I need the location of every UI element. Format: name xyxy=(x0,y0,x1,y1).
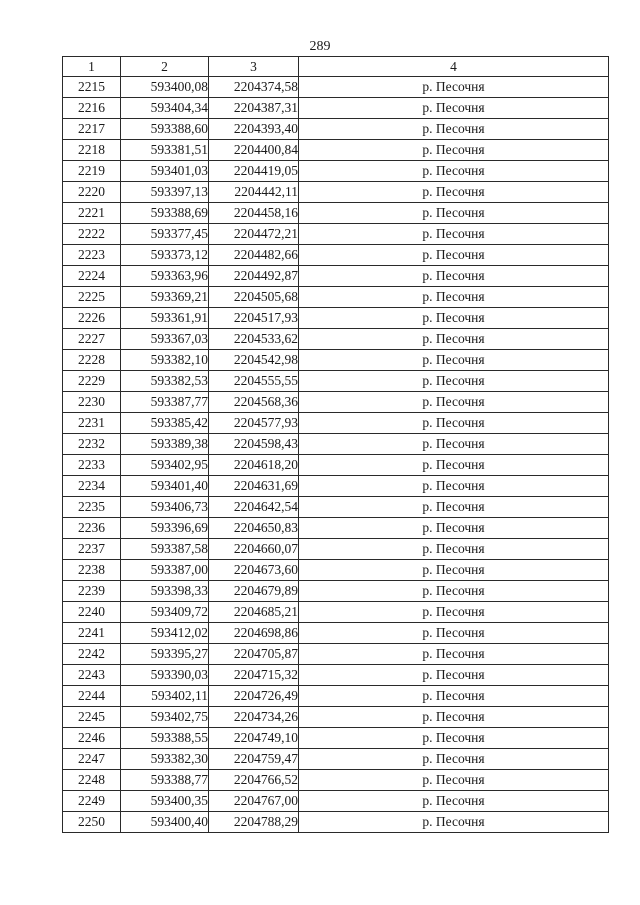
y-coordinate-cell: 2204766,52 xyxy=(209,770,299,791)
x-coordinate-cell: 593385,42 xyxy=(121,413,209,434)
y-coordinate-cell: 2204393,40 xyxy=(209,119,299,140)
object-name-cell: р. Песочня xyxy=(299,119,609,140)
point-number-cell: 2235 xyxy=(63,497,121,518)
table-body xyxy=(63,77,609,833)
x-coordinate-cell: 593382,30 xyxy=(121,749,209,770)
y-coordinate-cell: 2204705,87 xyxy=(209,644,299,665)
object-name-cell: р. Песочня xyxy=(299,98,609,119)
point-number-cell: 2215 xyxy=(63,77,121,98)
y-coordinate-cell: 2204685,21 xyxy=(209,602,299,623)
point-number-cell: 2230 xyxy=(63,392,121,413)
x-coordinate-cell: 593367,03 xyxy=(121,329,209,350)
y-coordinate-cell: 2204767,00 xyxy=(209,791,299,812)
point-number-cell: 2250 xyxy=(63,812,121,833)
point-number-cell: 2239 xyxy=(63,581,121,602)
object-name-cell: р. Песочня xyxy=(299,770,609,791)
table-row xyxy=(63,455,609,476)
y-coordinate-cell: 2204568,36 xyxy=(209,392,299,413)
point-number-cell: 2227 xyxy=(63,329,121,350)
table-header-row xyxy=(63,57,609,77)
header-col-4: 4 xyxy=(299,57,609,77)
table-row xyxy=(63,497,609,518)
point-number-cell: 2248 xyxy=(63,770,121,791)
table-row xyxy=(63,182,609,203)
point-number-cell: 2229 xyxy=(63,371,121,392)
x-coordinate-cell: 593401,40 xyxy=(121,476,209,497)
x-coordinate-cell: 593387,58 xyxy=(121,539,209,560)
x-coordinate-cell: 593400,35 xyxy=(121,791,209,812)
point-number-cell: 2243 xyxy=(63,665,121,686)
object-name-cell: р. Песочня xyxy=(299,623,609,644)
point-number-cell: 2226 xyxy=(63,308,121,329)
table-row xyxy=(63,644,609,665)
table-row xyxy=(63,749,609,770)
object-name-cell: р. Песочня xyxy=(299,644,609,665)
table-row xyxy=(63,560,609,581)
object-name-cell: р. Песочня xyxy=(299,791,609,812)
object-name-cell: р. Песочня xyxy=(299,392,609,413)
point-number-cell: 2217 xyxy=(63,119,121,140)
object-name-cell: р. Песочня xyxy=(299,476,609,497)
x-coordinate-cell: 593390,03 xyxy=(121,665,209,686)
x-coordinate-cell: 593388,77 xyxy=(121,770,209,791)
page-number: 289 xyxy=(309,39,331,54)
object-name-cell: р. Песочня xyxy=(299,140,609,161)
x-coordinate-cell: 593397,13 xyxy=(121,182,209,203)
header-col-3: 3 xyxy=(209,57,299,77)
point-number-cell: 2240 xyxy=(63,602,121,623)
table-row xyxy=(63,140,609,161)
point-number-cell: 2245 xyxy=(63,707,121,728)
table-row xyxy=(63,602,609,623)
object-name-cell: р. Песочня xyxy=(299,329,609,350)
object-name-cell: р. Песочня xyxy=(299,371,609,392)
object-name-cell: р. Песочня xyxy=(299,224,609,245)
x-coordinate-cell: 593389,38 xyxy=(121,434,209,455)
y-coordinate-cell: 2204679,89 xyxy=(209,581,299,602)
y-coordinate-cell: 2204400,84 xyxy=(209,140,299,161)
table-row xyxy=(63,287,609,308)
point-number-cell: 2216 xyxy=(63,98,121,119)
y-coordinate-cell: 2204517,93 xyxy=(209,308,299,329)
y-coordinate-cell: 2204542,98 xyxy=(209,350,299,371)
point-number-cell: 2219 xyxy=(63,161,121,182)
object-name-cell: р. Песочня xyxy=(299,350,609,371)
point-number-cell: 2241 xyxy=(63,623,121,644)
object-name-cell: р. Песочня xyxy=(299,182,609,203)
point-number-cell: 2246 xyxy=(63,728,121,749)
table-row xyxy=(63,119,609,140)
y-coordinate-cell: 2204726,49 xyxy=(209,686,299,707)
table-row xyxy=(63,518,609,539)
object-name-cell: р. Песочня xyxy=(299,581,609,602)
y-coordinate-cell: 2204598,43 xyxy=(209,434,299,455)
x-coordinate-cell: 593401,03 xyxy=(121,161,209,182)
y-coordinate-cell: 2204458,16 xyxy=(209,203,299,224)
x-coordinate-cell: 593402,75 xyxy=(121,707,209,728)
table-row xyxy=(63,434,609,455)
object-name-cell: р. Песочня xyxy=(299,749,609,770)
point-number-cell: 2225 xyxy=(63,287,121,308)
table-row xyxy=(63,581,609,602)
object-name-cell: р. Песочня xyxy=(299,602,609,623)
x-coordinate-cell: 593373,12 xyxy=(121,245,209,266)
x-coordinate-cell: 593400,40 xyxy=(121,812,209,833)
y-coordinate-cell: 2204555,55 xyxy=(209,371,299,392)
point-number-cell: 2220 xyxy=(63,182,121,203)
y-coordinate-cell: 2204387,31 xyxy=(209,98,299,119)
table-row xyxy=(63,686,609,707)
object-name-cell: р. Песочня xyxy=(299,308,609,329)
object-name-cell: р. Песочня xyxy=(299,518,609,539)
y-coordinate-cell: 2204698,86 xyxy=(209,623,299,644)
y-coordinate-cell: 2204650,83 xyxy=(209,518,299,539)
x-coordinate-cell: 593409,72 xyxy=(121,602,209,623)
object-name-cell: р. Песочня xyxy=(299,434,609,455)
header-col-2: 2 xyxy=(121,57,209,77)
x-coordinate-cell: 593369,21 xyxy=(121,287,209,308)
object-name-cell: р. Песочня xyxy=(299,266,609,287)
y-coordinate-cell: 2204442,11 xyxy=(209,182,299,203)
table-row xyxy=(63,728,609,749)
x-coordinate-cell: 593398,33 xyxy=(121,581,209,602)
header-col-1: 1 xyxy=(63,57,121,77)
x-coordinate-cell: 593388,69 xyxy=(121,203,209,224)
table-row xyxy=(63,770,609,791)
table-row xyxy=(63,791,609,812)
point-number-cell: 2223 xyxy=(63,245,121,266)
table-row xyxy=(63,707,609,728)
point-number-cell: 2244 xyxy=(63,686,121,707)
table-row xyxy=(63,266,609,287)
table-row xyxy=(63,476,609,497)
x-coordinate-cell: 593404,34 xyxy=(121,98,209,119)
point-number-cell: 2249 xyxy=(63,791,121,812)
object-name-cell: р. Песочня xyxy=(299,245,609,266)
table-row xyxy=(63,392,609,413)
table-row xyxy=(63,161,609,182)
object-name-cell: р. Песочня xyxy=(299,497,609,518)
x-coordinate-cell: 593381,51 xyxy=(121,140,209,161)
table-row xyxy=(63,308,609,329)
point-number-cell: 2224 xyxy=(63,266,121,287)
table-row xyxy=(63,413,609,434)
table-row xyxy=(63,350,609,371)
y-coordinate-cell: 2204419,05 xyxy=(209,161,299,182)
y-coordinate-cell: 2204749,10 xyxy=(209,728,299,749)
table-row xyxy=(63,539,609,560)
x-coordinate-cell: 593406,73 xyxy=(121,497,209,518)
y-coordinate-cell: 2204472,21 xyxy=(209,224,299,245)
table-row xyxy=(63,245,609,266)
table-row xyxy=(63,329,609,350)
table-row xyxy=(63,665,609,686)
object-name-cell: р. Песочня xyxy=(299,287,609,308)
object-name-cell: р. Песочня xyxy=(299,560,609,581)
table-row xyxy=(63,623,609,644)
point-number-cell: 2238 xyxy=(63,560,121,581)
table-row xyxy=(63,98,609,119)
object-name-cell: р. Песочня xyxy=(299,812,609,833)
y-coordinate-cell: 2204715,32 xyxy=(209,665,299,686)
object-name-cell: р. Песочня xyxy=(299,686,609,707)
x-coordinate-cell: 593363,96 xyxy=(121,266,209,287)
y-coordinate-cell: 2204492,87 xyxy=(209,266,299,287)
y-coordinate-cell: 2204631,69 xyxy=(209,476,299,497)
x-coordinate-cell: 593400,08 xyxy=(121,77,209,98)
object-name-cell: р. Песочня xyxy=(299,728,609,749)
point-number-cell: 2221 xyxy=(63,203,121,224)
point-number-cell: 2231 xyxy=(63,413,121,434)
point-number-cell: 2236 xyxy=(63,518,121,539)
x-coordinate-cell: 593395,27 xyxy=(121,644,209,665)
x-coordinate-cell: 593382,53 xyxy=(121,371,209,392)
point-number-cell: 2234 xyxy=(63,476,121,497)
y-coordinate-cell: 2204374,58 xyxy=(209,77,299,98)
x-coordinate-cell: 593361,91 xyxy=(121,308,209,329)
table-row xyxy=(63,77,609,98)
y-coordinate-cell: 2204533,62 xyxy=(209,329,299,350)
object-name-cell: р. Песочня xyxy=(299,413,609,434)
x-coordinate-cell: 593396,69 xyxy=(121,518,209,539)
y-coordinate-cell: 2204482,66 xyxy=(209,245,299,266)
object-name-cell: р. Песочня xyxy=(299,539,609,560)
x-coordinate-cell: 593382,10 xyxy=(121,350,209,371)
point-number-cell: 2233 xyxy=(63,455,121,476)
y-coordinate-cell: 2204788,29 xyxy=(209,812,299,833)
y-coordinate-cell: 2204759,47 xyxy=(209,749,299,770)
object-name-cell: р. Песочня xyxy=(299,203,609,224)
x-coordinate-cell: 593388,55 xyxy=(121,728,209,749)
x-coordinate-cell: 593387,00 xyxy=(121,560,209,581)
object-name-cell: р. Песочня xyxy=(299,665,609,686)
y-coordinate-cell: 2204618,20 xyxy=(209,455,299,476)
x-coordinate-cell: 593388,60 xyxy=(121,119,209,140)
y-coordinate-cell: 2204673,60 xyxy=(209,560,299,581)
x-coordinate-cell: 593377,45 xyxy=(121,224,209,245)
table-row xyxy=(63,371,609,392)
point-number-cell: 2228 xyxy=(63,350,121,371)
y-coordinate-cell: 2204660,07 xyxy=(209,539,299,560)
y-coordinate-cell: 2204734,26 xyxy=(209,707,299,728)
y-coordinate-cell: 2204642,54 xyxy=(209,497,299,518)
table-row xyxy=(63,203,609,224)
x-coordinate-cell: 593402,95 xyxy=(121,455,209,476)
x-coordinate-cell: 593387,77 xyxy=(121,392,209,413)
point-number-cell: 2222 xyxy=(63,224,121,245)
object-name-cell: р. Песочня xyxy=(299,455,609,476)
object-name-cell: р. Песочня xyxy=(299,161,609,182)
object-name-cell: р. Песочня xyxy=(299,77,609,98)
point-number-cell: 2247 xyxy=(63,749,121,770)
object-name-cell: р. Песочня xyxy=(299,707,609,728)
table-row xyxy=(63,812,609,833)
point-number-cell: 2218 xyxy=(63,140,121,161)
y-coordinate-cell: 2204505,68 xyxy=(209,287,299,308)
point-number-cell: 2242 xyxy=(63,644,121,665)
x-coordinate-cell: 593412,02 xyxy=(121,623,209,644)
point-number-cell: 2232 xyxy=(63,434,121,455)
x-coordinate-cell: 593402,11 xyxy=(121,686,209,707)
y-coordinate-cell: 2204577,93 xyxy=(209,413,299,434)
table-row xyxy=(63,224,609,245)
point-number-cell: 2237 xyxy=(63,539,121,560)
coordinates-table xyxy=(62,56,609,833)
